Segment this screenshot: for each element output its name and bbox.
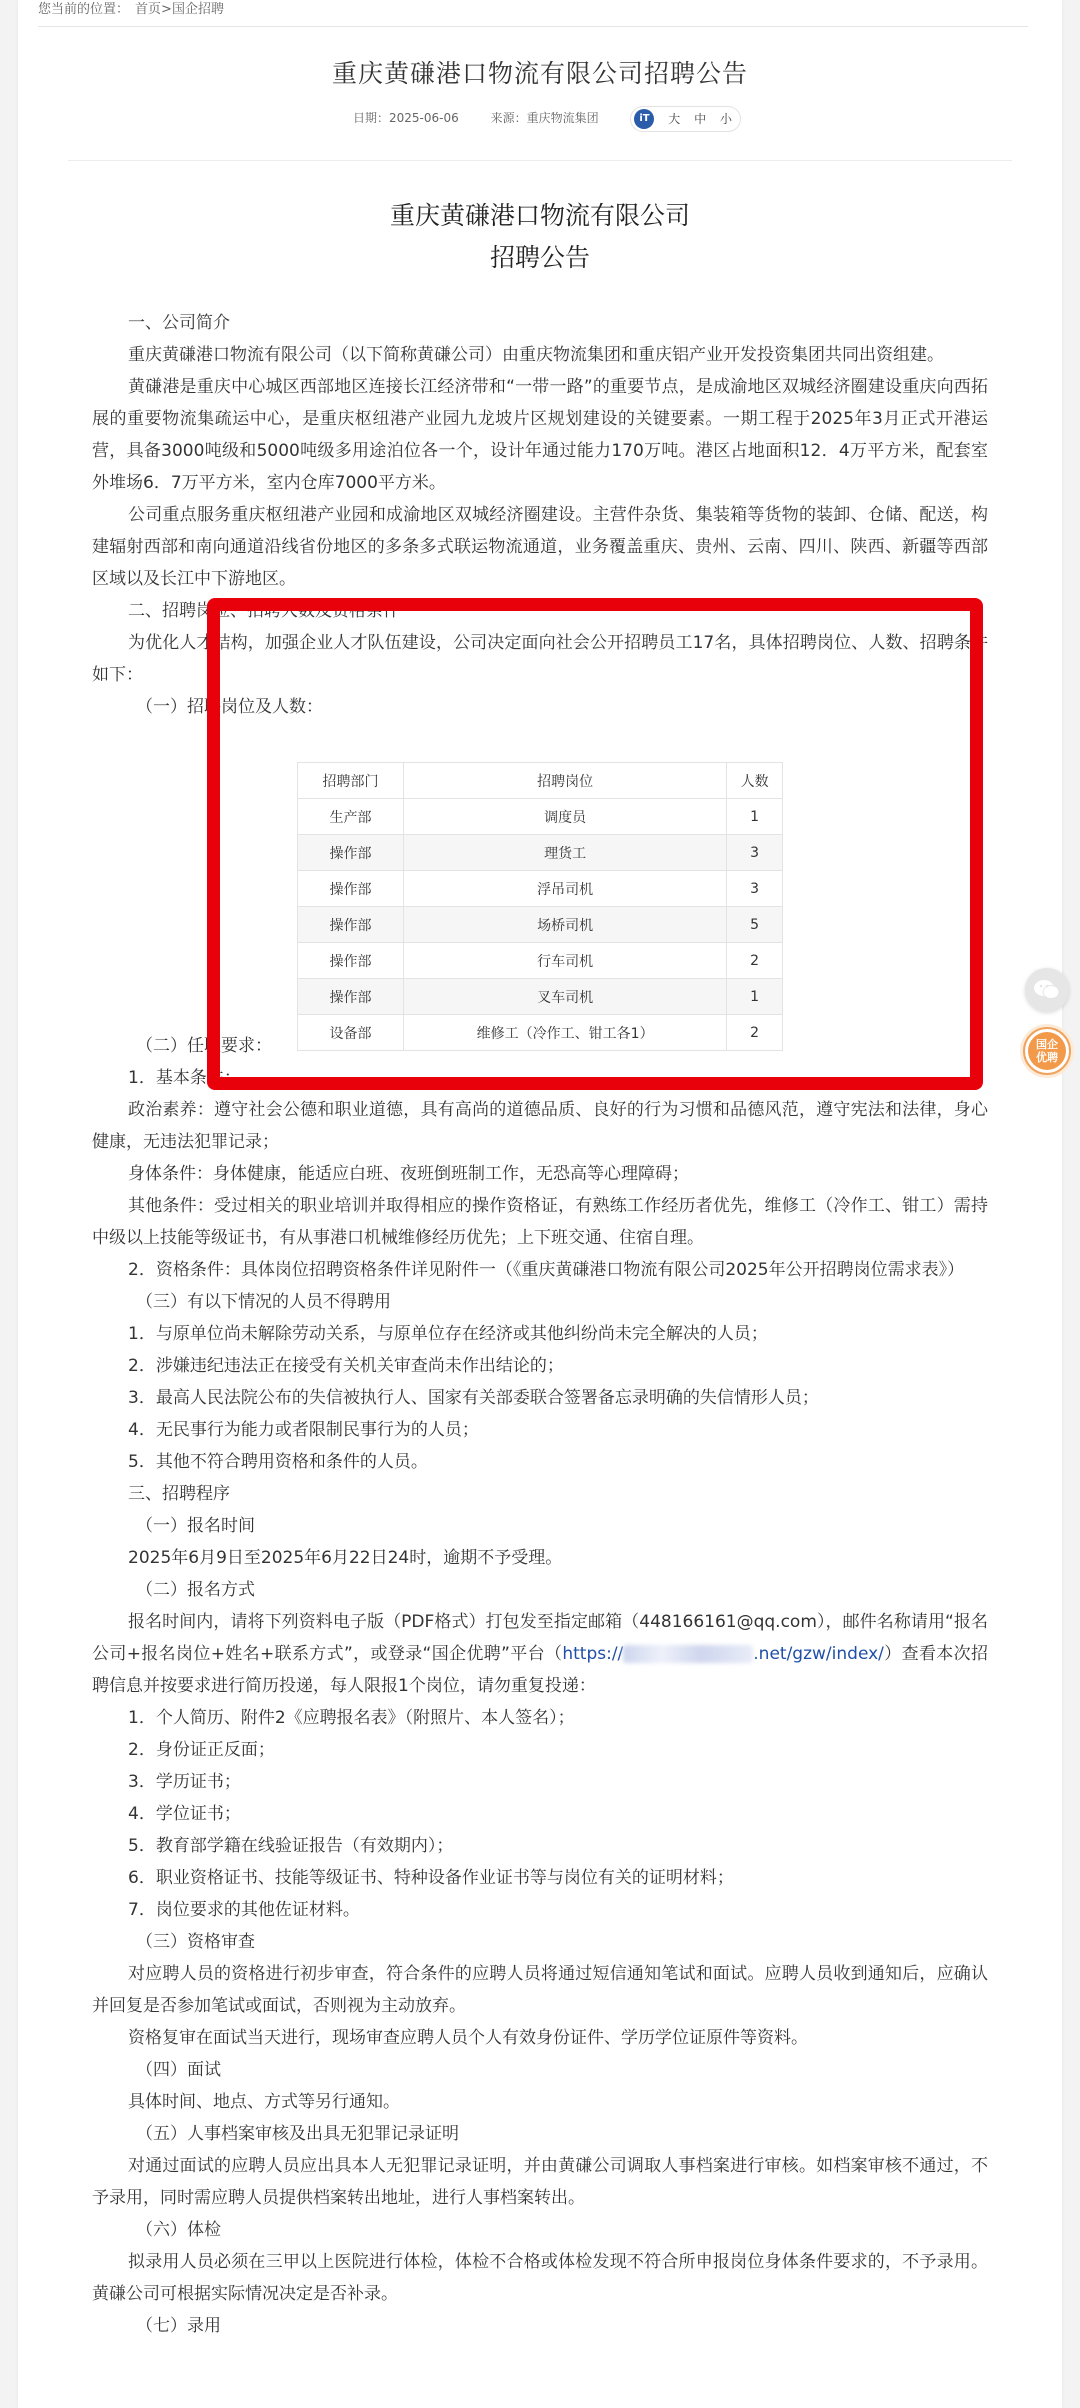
article-body-part2 [92, 1030, 988, 2342]
table-cell: 维修工（冷作工、钳工各1） [404, 1015, 727, 1051]
table-cell: 2 [727, 1015, 783, 1051]
table-cell: 3 [727, 835, 783, 871]
wechat-share-button[interactable] [1025, 968, 1069, 1012]
wechat-icon [1033, 978, 1061, 1002]
list-item: 6．职业资格证书、技能等级证书、特种设备作业证书等与岗位有关的证明材料； [128, 1868, 734, 1888]
paragraph: 身体条件：身体健康，能适应白班、夜班倒班制工作，无恐高等心理障碍； [128, 1164, 689, 1184]
font-size-medium-button[interactable]: 中 [694, 111, 707, 126]
logo-text-line1: 国企 [1036, 1038, 1058, 1051]
paragraph: 具体时间、地点、方式等另行通知。 [128, 2092, 400, 2112]
breadcrumb-separator: > [161, 2, 172, 17]
table-row [298, 835, 783, 871]
table-cell: 操作部 [298, 943, 404, 979]
list-item: 2．身份证正反面； [128, 1740, 275, 1760]
paragraph: 2025年6月9日至2025年6月22日24时，逾期不予受理。 [128, 1548, 563, 1568]
table-cell: 2 [727, 943, 783, 979]
article-source: 来源：重庆物流集团 [490, 111, 599, 125]
platform-link-start: https:// [562, 1644, 624, 1664]
list-item: 5．其他不符合聘用资格和条件的人员。 [128, 1452, 428, 1472]
subsection-heading: （五）人事档案审核及出具无犯罪记录证明 [136, 2124, 459, 2144]
breadcrumb-home-link[interactable]: 首页 [135, 2, 162, 17]
list-item: 1．基本条件： [128, 1068, 241, 1088]
breadcrumb-label: 您当前的位置： [38, 2, 130, 17]
paragraph: 资格复审在面试当天进行，现场审查应聘人员个人有效身份证件、学历学位证原件等资料。 [128, 2028, 808, 2048]
paragraph: 对通过面试的应聘人员应出具本人无犯罪记录证明，并由黄磏公司调取人事档案进行审核。如档案审核不通过，不予录用，同时需应聘人员提供档案转出地址，进行人事档案转出。 [92, 2156, 988, 2208]
subsection-heading: （二）任职要求： [136, 1036, 272, 1056]
table-cell: 5 [727, 907, 783, 943]
guoqi-youpin-button[interactable] [1023, 1027, 1071, 1075]
paragraph: 2．资格条件：具体岗位招聘资格条件详见附件一（《重庆黄磏港口物流有限公司2025年公开招聘岗位需求表》） [128, 1260, 965, 1280]
paragraph-text: 报名时间内，请将下列资料电子版（PDF格式）打包发至指定邮箱（448166161@qq.com），邮件名称请用“报名公司+报名岗位+姓名+联系方式”，或登录“国企优聘”平台（ [92, 1612, 988, 1664]
breadcrumb [38, 0, 1028, 27]
paragraph: 其他条件：受过相关的职业培训并取得相应的操作资格证，有熟练工作经历者优先，维修工（冷作工、钳工）需持中级以上技能等级证书，有从事港口机械维修经历优先；上下班交通、住宿自理。 [92, 1196, 988, 1248]
table-cell: 1 [727, 799, 783, 835]
list-item: 5．教育部学籍在线验证报告（有效期内）； [128, 1836, 454, 1856]
paragraph-text: ）查看本次招聘信息并按要求进行简历投递，每人限报1个岗位，请勿重复投递： [92, 1644, 989, 1696]
article-body-part1 [92, 307, 988, 723]
paragraph: 政治素养：遵守社会公德和职业道德，具有高尚的道德品质、良好的行为习惯和品德风范，遵守宪法和法律，身心健康，无违法犯罪记录； [92, 1100, 988, 1152]
table-header-row [298, 763, 783, 799]
table-cell: 行车司机 [404, 943, 727, 979]
guoqi-youpin-logo [1028, 1032, 1066, 1070]
redacted-url-blur [623, 1645, 753, 1663]
section-heading: 一、公司简介 [128, 313, 230, 333]
subsection-heading: （三）有以下情况的人员不得聘用 [136, 1292, 391, 1312]
table-row [298, 871, 783, 907]
table-cell: 理货工 [404, 835, 727, 871]
list-item: 2．涉嫌违纪违法正在接受有关机关审查尚未作出结论的； [128, 1356, 564, 1376]
subsection-heading: （二）报名方式 [136, 1580, 255, 1600]
divider [68, 160, 1012, 161]
font-size-small-button[interactable]: 小 [719, 111, 732, 126]
logo-text-line2: 优聘 [1036, 1051, 1058, 1064]
subsection-heading: （七）录用 [136, 2316, 221, 2336]
font-size-switcher [630, 106, 741, 132]
recruitment-table [297, 762, 783, 1051]
table-cell: 设备部 [298, 1015, 404, 1051]
table-row [298, 943, 783, 979]
paragraph: 为优化人才结构，加强企业人才队伍建设，公司决定面向社会公开招聘员工17名，具体招聘岗位、人数、招聘条件如下： [92, 633, 988, 685]
breadcrumb-current[interactable]: 国企招聘 [171, 2, 224, 17]
subsection-heading: （一）报名时间 [136, 1516, 255, 1536]
table-cell: 调度员 [404, 799, 727, 835]
paragraph: 公司重点服务重庆枢纽港产业园和成渝地区双城经济圈建设。主营件杂货、集装箱等货物的装卸、仓储、配送，构建辐射西部和南向通道沿线省份地区的多条多式联运物流通道，业务覆盖重庆、贵州、云南、四川、陕西、新疆等西部区域以及长江中下游地区。 [92, 505, 988, 589]
section-heading: 二、招聘岗位、招聘人数及资格条件 [128, 601, 400, 621]
list-item: 3．学历证书； [128, 1772, 241, 1792]
table-header-cell: 招聘部门 [298, 763, 404, 799]
list-item: 4．无民事行为能力或者限制民事行为的人员； [128, 1420, 479, 1440]
font-size-icon: iT [634, 109, 654, 129]
article-meta [0, 104, 1080, 132]
subsection-heading: （一）招聘岗位及人数： [136, 697, 323, 717]
table-cell: 1 [727, 979, 783, 1015]
article-heading-company: 重庆黄磏港口物流有限公司 [389, 201, 690, 230]
section-heading: 三、招聘程序 [128, 1484, 230, 1504]
table-header-cell: 招聘岗位 [404, 763, 727, 799]
table-cell: 操作部 [298, 835, 404, 871]
table-cell: 叉车司机 [404, 979, 727, 1015]
paragraph: 黄磏港是重庆中心城区西部地区连接长江经济带和“一带一路”的重要节点，是成渝地区双城经济圈建设重庆向西拓展的重要物流集疏运中心，是重庆枢纽港产业园九龙坡片区规划建设的关键要素。一期工程于2025年3月正式开港运营，具备3000吨级和5000吨级多用途泊位各一个，设计年通过能力170万吨。港区占地面积12．4万平方米，配套室外堆场6．7万平方米，室内仓库7000平方米。 [92, 377, 988, 493]
paragraph: 对应聘人员的资格进行初步审查，符合条件的应聘人员将通过短信通知笔试和面试。应聘人员收到通知后，应确认并回复是否参加笔试或面试，否则视为主动放弃。 [92, 1964, 988, 2016]
publish-date: 日期：2025-06-06 [353, 111, 459, 125]
table-cell: 操作部 [298, 871, 404, 907]
platform-link-end: .net/gzw/index/ [753, 1644, 884, 1664]
subsection-heading: （六）体检 [136, 2220, 221, 2240]
table-cell: 浮吊司机 [404, 871, 727, 907]
list-item: 1．与原单位尚未解除劳动关系，与原单位存在经济或其他纠纷尚未完全解决的人员； [128, 1324, 768, 1344]
table-row [298, 979, 783, 1015]
page-title: 重庆黄磏港口物流有限公司招聘公告 [331, 59, 748, 88]
table-row [298, 907, 783, 943]
article-heading-notice: 招聘公告 [489, 243, 590, 272]
table-cell: 场桥司机 [404, 907, 727, 943]
table-cell: 3 [727, 871, 783, 907]
subsection-heading: （三）资格审查 [136, 1932, 255, 1952]
table-cell: 操作部 [298, 979, 404, 1015]
list-item: 7．岗位要求的其他佐证材料。 [128, 1900, 360, 1920]
list-item: 3．最高人民法院公布的失信被执行人、国家有关部委联合签署备忘录明确的失信情形人员； [128, 1388, 819, 1408]
paragraph: 重庆黄磏港口物流有限公司（以下简称黄磏公司）由重庆物流集团和重庆铝产业开发投资集团共同出资组建。 [128, 345, 944, 365]
table-header-cell: 人数 [727, 763, 783, 799]
table-row [298, 799, 783, 835]
list-item: 4．学位证书； [128, 1804, 241, 1824]
paragraph [92, 1606, 988, 1702]
table-cell: 操作部 [298, 907, 404, 943]
font-size-large-button[interactable]: 大 [668, 111, 681, 126]
subsection-heading: （四）面试 [136, 2060, 221, 2080]
table-cell: 生产部 [298, 799, 404, 835]
platform-link[interactable] [562, 1644, 884, 1664]
list-item: 1．个人简历、附件2《应聘报名表》（附照片、本人签名）； [128, 1708, 575, 1728]
paragraph: 拟录用人员必须在三甲以上医院进行体检，体检不合格或体检发现不符合所申报岗位身体条件要求的，不予录用。黄磏公司可根据实际情况决定是否补录。 [92, 2252, 988, 2304]
